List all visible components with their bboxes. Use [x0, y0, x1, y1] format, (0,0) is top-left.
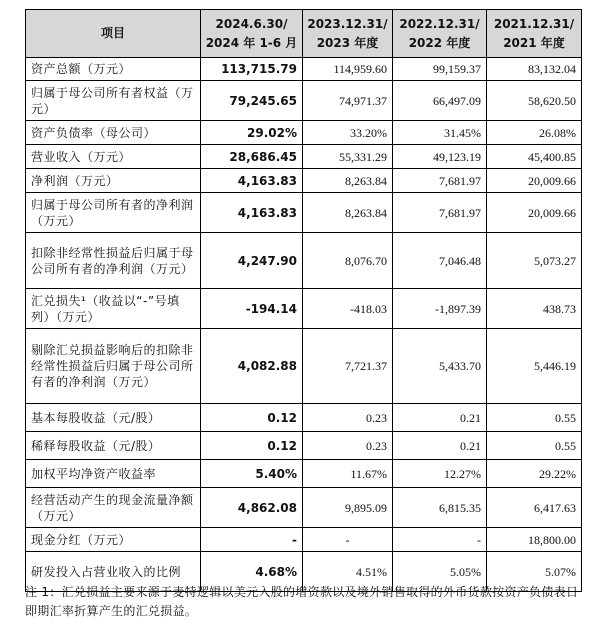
cell-2024h1: 4,082.88 — [201, 329, 303, 404]
cell-2024h1: 0.12 — [201, 404, 303, 432]
cell-2021: 29.22% — [487, 460, 582, 488]
cell-2023: 0.23 — [303, 404, 393, 432]
cell-2024h1: 4,862.08 — [201, 488, 303, 528]
cell-2023: 8,076.70 — [303, 233, 393, 289]
cell-2022: 7,681.97 — [393, 193, 487, 233]
row-label: 基本每股收益（元/股） — [26, 404, 201, 432]
row-label: 营业收入（万元） — [26, 145, 201, 169]
row-label: 研发投入占营业收入的比例 — [26, 552, 201, 592]
cell-2021: 5,073.27 — [487, 233, 582, 289]
cell-2021: 0.55 — [487, 432, 582, 460]
cell-2023: - — [303, 528, 393, 552]
header-2024h1: 2024.6.30/ 2024 年 1-6 月 — [201, 10, 303, 58]
cell-2021: 5.07% — [487, 552, 582, 592]
cell-2022: 49,123.19 — [393, 145, 487, 169]
cell-2021: 438.73 — [487, 289, 582, 329]
cell-2021: 0.55 — [487, 404, 582, 432]
table-row — [26, 121, 582, 145]
row-label: 汇兑损失¹（收益以“-”号填列）（万元） — [26, 289, 201, 329]
cell-2023: 55,331.29 — [303, 145, 393, 169]
cell-2021: 58,620.50 — [487, 81, 582, 121]
cell-2024h1: 4,247.90 — [201, 233, 303, 289]
cell-2022: 6,815.35 — [393, 488, 487, 528]
row-label: 现金分红（万元） — [26, 528, 201, 552]
table-row — [26, 329, 582, 404]
financial-table-container — [25, 9, 581, 592]
cell-2021: 83,132.04 — [487, 58, 582, 81]
cell-2024h1: 0.12 — [201, 432, 303, 460]
table-row — [26, 58, 582, 81]
cell-2022: 66,497.09 — [393, 81, 487, 121]
table-row — [26, 145, 582, 169]
row-label: 剔除汇兑损益影响后的扣除非经常性损益后归属于母公司所有者的净利润（万元） — [26, 329, 201, 404]
table-row — [26, 169, 582, 193]
cell-2022: 0.21 — [393, 404, 487, 432]
row-label: 归属于母公司所有者的净利润（万元） — [26, 193, 201, 233]
cell-2022: -1,897.39 — [393, 289, 487, 329]
table-row — [26, 233, 582, 289]
row-label: 经营活动产生的现金流量净额（万元） — [26, 488, 201, 528]
cell-2021: 20,009.66 — [487, 193, 582, 233]
cell-2023: 4.51% — [303, 552, 393, 592]
row-label: 归属于母公司所有者权益（万元） — [26, 81, 201, 121]
financial-table — [25, 9, 582, 592]
row-label: 扣除非经常性损益后归属于母公司所有者的净利润（万元） — [26, 233, 201, 289]
cell-2024h1: 29.02% — [201, 121, 303, 145]
cell-2024h1: -194.14 — [201, 289, 303, 329]
cell-2021: 5,446.19 — [487, 329, 582, 404]
cell-2023: 114,959.60 — [303, 58, 393, 81]
header-2022: 2022.12.31/ 2022 年度 — [393, 10, 487, 58]
table-row — [26, 193, 582, 233]
cell-2023: -418.03 — [303, 289, 393, 329]
cell-2022: 7,681.97 — [393, 169, 487, 193]
cell-2021: 45,400.85 — [487, 145, 582, 169]
cell-2023: 11.67% — [303, 460, 393, 488]
cell-2021: 6,417.63 — [487, 488, 582, 528]
cell-2024h1: 5.40% — [201, 460, 303, 488]
cell-2021: 18,800.00 — [487, 528, 582, 552]
cell-2021: 26.08% — [487, 121, 582, 145]
cell-2024h1: 4,163.83 — [201, 169, 303, 193]
cell-2024h1: 28,686.45 — [201, 145, 303, 169]
cell-2021: 20,009.66 — [487, 169, 582, 193]
cell-2023: 8,263.84 — [303, 169, 393, 193]
table-row — [26, 81, 582, 121]
cell-2022: 7,046.48 — [393, 233, 487, 289]
cell-2022: 12.27% — [393, 460, 487, 488]
table-body — [26, 58, 582, 592]
cell-2022: 31.45% — [393, 121, 487, 145]
cell-2022: 0.21 — [393, 432, 487, 460]
table-row — [26, 404, 582, 432]
header-item: 项目 — [26, 10, 201, 58]
header-2023: 2023.12.31/ 2023 年度 — [303, 10, 393, 58]
table-row — [26, 460, 582, 488]
header-row — [26, 10, 582, 58]
cell-2023: 0.23 — [303, 432, 393, 460]
row-label: 加权平均净资产收益率 — [26, 460, 201, 488]
footnote: 注 1：汇兑损益主要来源于麦特逻辑以美元入股的增资款以及境外销售取得的外币货款按资产负债表日即期汇率折算产生的汇兑损益。 — [25, 585, 579, 618]
cell-2024h1: 113,715.79 — [201, 58, 303, 81]
cell-2022: 99,159.37 — [393, 58, 487, 81]
row-label: 稀释每股收益（元/股） — [26, 432, 201, 460]
row-label: 资产负债率（母公司） — [26, 121, 201, 145]
cell-2023: 8,263.84 — [303, 193, 393, 233]
table-row — [26, 488, 582, 528]
cell-2024h1: 4.68% — [201, 552, 303, 592]
row-label: 资产总额（万元） — [26, 58, 201, 81]
table-row — [26, 432, 582, 460]
cell-2022: 5,433.70 — [393, 329, 487, 404]
cell-2024h1: 4,163.83 — [201, 193, 303, 233]
cell-2024h1: 79,245.65 — [201, 81, 303, 121]
cell-2023: 33.20% — [303, 121, 393, 145]
header-2021: 2021.12.31/ 2021 年度 — [487, 10, 582, 58]
cell-2023: 7,721.37 — [303, 329, 393, 404]
row-label: 净利润（万元） — [26, 169, 201, 193]
cell-2022: - — [393, 528, 487, 552]
table-row — [26, 289, 582, 329]
cell-2023: 74,971.37 — [303, 81, 393, 121]
cell-2023: 9,895.09 — [303, 488, 393, 528]
cell-2022: 5.05% — [393, 552, 487, 592]
cell-2024h1: - — [201, 528, 303, 552]
table-row — [26, 528, 582, 552]
